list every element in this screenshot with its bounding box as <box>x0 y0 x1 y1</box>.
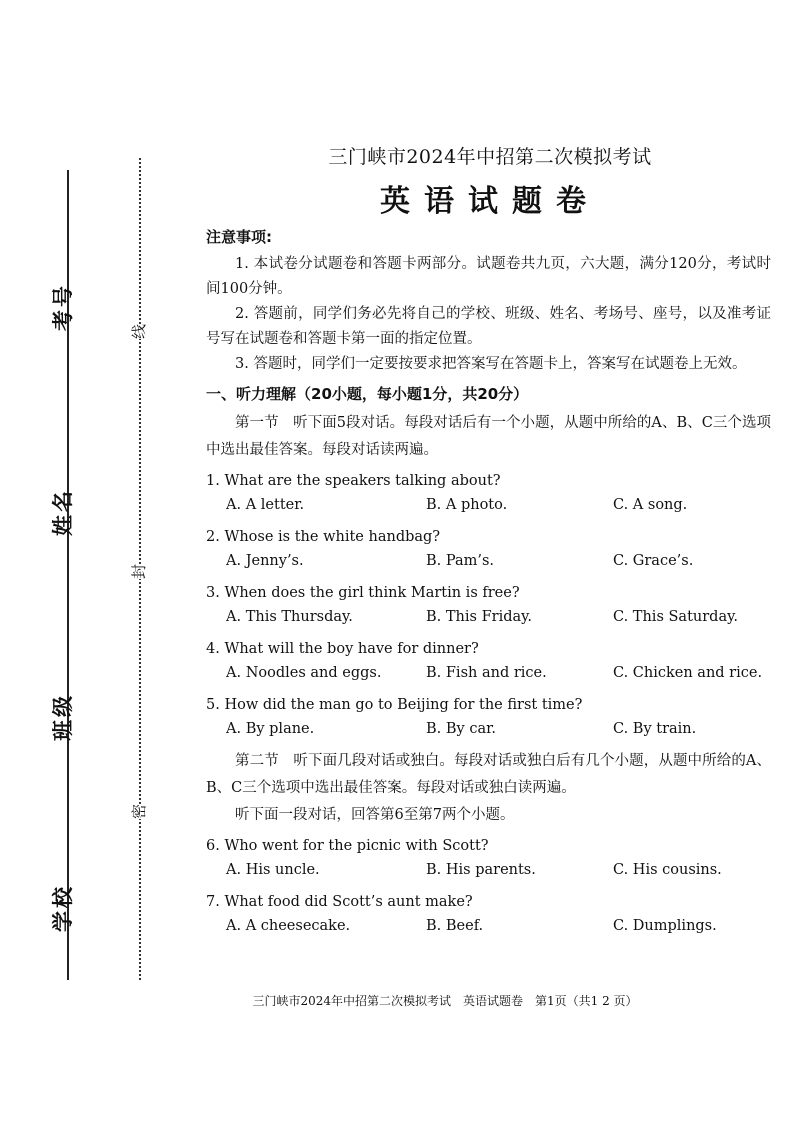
question-7 <box>206 891 771 941</box>
seal-mark-mi: 密 <box>130 803 149 820</box>
question-text: 1. What are the speakers talking about? <box>206 473 501 489</box>
question-1 <box>206 470 771 520</box>
binding-label-name: 姓名 <box>51 488 75 536</box>
part2-sub-instruction: 听下面一段对话，回答第6至第7两个小题。 <box>235 807 515 823</box>
question-text: 4. What will the boy have for dinner? <box>206 641 479 657</box>
option-b: B. His parents. <box>426 862 536 878</box>
question-text: 5. How did the man go to Beijing for the first time? <box>206 697 583 713</box>
question-text: 7. What food did Scott’s aunt make? <box>206 894 473 910</box>
exam-content <box>206 226 771 941</box>
option-c: C. This Saturday. <box>613 609 738 625</box>
notice-item: 2. 答题前，同学们务必先将自己的学校、班级、姓名、考场号、座号，以及准考证号写在试题卷和答题卡第一面的指定位置。 <box>206 306 771 347</box>
question-text: 6. Who went for the picnic with Scott? <box>206 838 489 854</box>
section-heading-listening: 一、听力理解（20小题，每小题1分，共20分） <box>206 385 529 403</box>
page-footer: 三门峡市2024年中招第二次模拟考试 英语试题卷 第1页（共1 2 页） <box>252 994 638 1008</box>
part2-instruction: 第二节 听下面几段对话或独白。每段对话或独白后有几个小题，从题中所给的A、B、C三个选项中选出最佳答案。每段对话或独白读两遍。 <box>206 753 771 796</box>
option-c: C. His cousins. <box>613 862 722 878</box>
question-4 <box>206 638 771 688</box>
binding-label-class: 班级 <box>51 693 75 741</box>
option-a: A. By plane. <box>226 721 315 737</box>
option-b: B. A photo. <box>426 497 508 513</box>
question-3 <box>206 582 771 632</box>
option-row <box>206 718 771 744</box>
option-row <box>206 550 771 576</box>
option-c: C. Chicken and rice. <box>613 665 763 681</box>
option-row <box>206 859 771 885</box>
option-b: B. Pam’s. <box>426 553 495 569</box>
option-b: B. Beef. <box>426 918 484 934</box>
question-5 <box>206 694 771 744</box>
notice-item: 1. 本试卷分试题卷和答题卡两部分。试题卷共九页，六大题，满分120分，考试时间100分钟。 <box>206 256 771 297</box>
part1-instruction: 第一节 听下面5段对话。每段对话后有一个小题，从题中所给的A、B、C三个选项中选出最佳答案。每段对话读两遍。 <box>206 415 771 458</box>
question-text: 2. Whose is the white handbag? <box>206 529 441 545</box>
option-a: A. This Thursday. <box>226 609 353 625</box>
notice-heading: 注意事项: <box>206 228 272 246</box>
option-a: A. Noodles and eggs. <box>226 665 382 681</box>
question-6 <box>206 835 771 885</box>
binding-label-exam-number: 考号 <box>51 283 75 331</box>
option-row <box>206 915 771 941</box>
option-a: A. A letter. <box>226 497 305 513</box>
option-b: B. Fish and rice. <box>426 665 547 681</box>
option-c: C. Grace’s. <box>613 553 694 569</box>
option-row <box>206 662 771 688</box>
option-c: C. Dumplings. <box>613 918 717 934</box>
option-c: C. By train. <box>613 721 697 737</box>
option-row <box>206 494 771 520</box>
question-2 <box>206 526 771 576</box>
binding-label-school: 学校 <box>51 884 75 932</box>
option-a: A. Jenny’s. <box>226 553 304 569</box>
question-text: 3. When does the girl think Martin is free? <box>206 585 520 601</box>
exam-title: 三门峡市2024年中招第二次模拟考试 <box>328 146 652 168</box>
paper-title: 英语试题卷 <box>380 184 600 219</box>
option-a: A. His uncle. <box>226 862 320 878</box>
option-a: A. A cheesecake. <box>226 918 351 934</box>
notice-item: 3. 答题时，同学们一定要按要求把答案写在答题卡上，答案写在试题卷上无效。 <box>235 356 747 372</box>
seal-mark-feng: 封 <box>130 563 149 580</box>
seal-mark-xian: 线 <box>130 323 149 340</box>
option-b: B. By car. <box>426 721 497 737</box>
option-c: C. A song. <box>613 497 688 513</box>
option-row <box>206 606 771 632</box>
option-b: B. This Friday. <box>426 609 533 625</box>
